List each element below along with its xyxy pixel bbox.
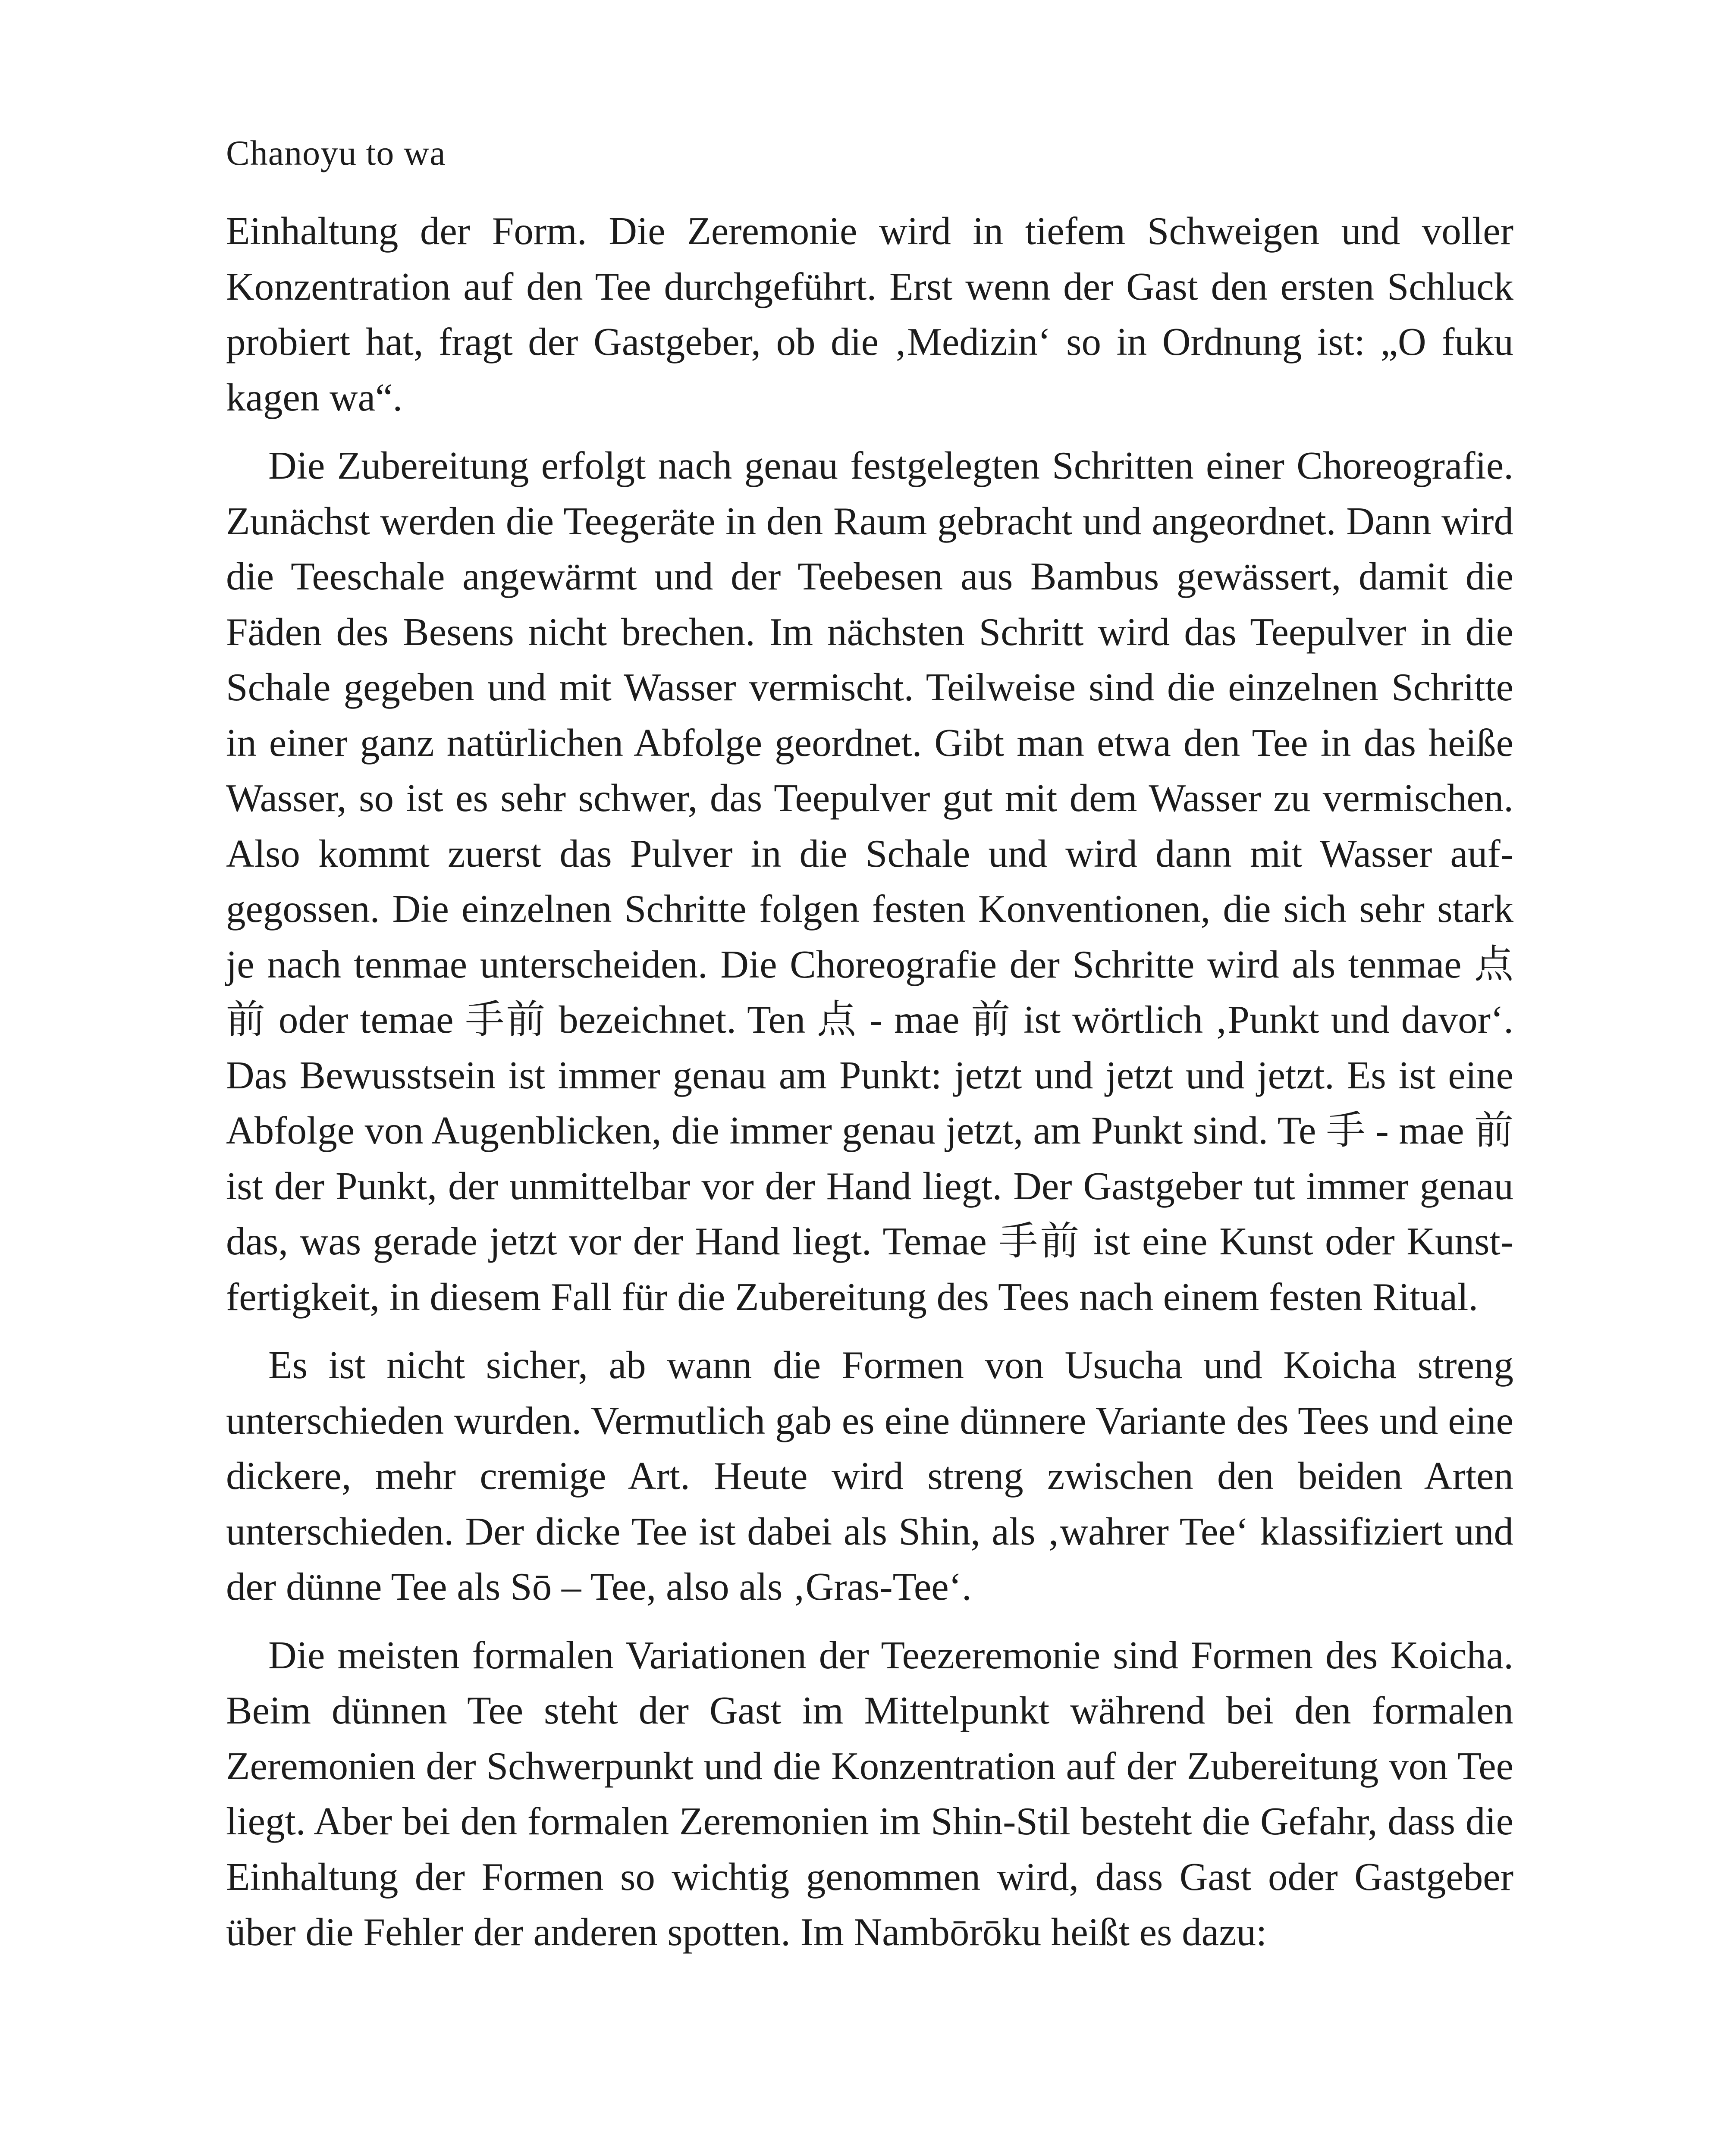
running-head: Chanoyu to wa	[226, 133, 446, 172]
paragraph-1: Einhaltung der Form. Die Zeremonie wird in tiefem Schweigen und voller Konzentration auf den Tee durchgeführt. Erst wenn der Gast den ersten Schluck probiert hat, fragt der Gastgeber, ob die ‚Medizin‘ so in Ordnung ist: „O fuku kagen wa“.	[226, 209, 1513, 419]
paragraph-4: Die meisten formalen Variationen der Teezeremonie sind Formen des Koicha. Beim dünnen Tee steht der Gast im Mittelpunkt während bei den formalen Zeremonien der Schwerpunkt und die Konzentration auf der Zubereitung von Tee liegt. Aber bei den formalen Zeremonien im Shin-Stil besteht die Gefahr, dass die Einhaltung der Formen so wichtig genommen wird, dass Gast oder Gastgeber über die Fehler der anderen spotten. Im Nambōrōku heißt es dazu:	[226, 1633, 1513, 1954]
body-text	[226, 204, 1513, 1960]
paragraph-3: Es ist nicht sicher, ab wann die Formen von Usucha und Koicha streng unterschieden wurden. Vermutlich gab es eine dünnere Variante des Tees und eine dickere, mehr cremige Art. Heute wird streng zwischen den beiden Arten unterschieden. Der dicke Tee ist dabei als Shin, als ‚wahrer Tee‘ klassifiziert und der dünne Tee als Sō – Tee, also als ‚Gras-Tee‘.	[226, 1343, 1513, 1608]
paragraph-2: Die Zubereitung erfolgt nach genau festgelegten Schritten einer Choreografie. Zunächst werden die Teegeräte in den Raum gebracht und angeordnet. Dann wird die Teeschale angewärmt und der Teebesen aus Bambus gewässert, damit die Fäden des Besens nicht brechen. Im nächsten Schritt wird das Teepulver in die Schale gegeben und mit Wasser vermischt. Teilweise sind die einzelnen Schritte in einer ganz natürlichen Abfolge geordnet. Gibt man etwa den Tee in das heiße Wasser, so ist es sehr schwer, das Teepulver gut mit dem Wasser zu vermischen. Also kommt zuerst das Pulver in die Schale und wird dann mit Wasser aufgegossen. Die einzelnen Schritte folgen festen Konventionen, die sich sehr stark je nach tenmae unterscheiden. Die Choreografie der Schritte wird als tenmae 点前 oder temae 手前 bezeichnet. Ten 点 - mae 前 ist wörtlich ‚Punkt und davor‘. Das Bewusstsein ist immer genau am Punkt: jetzt und jetzt und jetzt. Es ist eine Abfolge von Augenblicken, die immer genau jetzt, am Punkt sind. Te 手 - mae 前 ist der Punkt, der unmittelbar vor der Hand liegt. Der Gastgeber tut immer genau das, was gerade jetzt vor der Hand liegt. Temae 手前 ist eine Kunst oder Kunstfertigkeit, in diesem Fall für die Zubereitung des Tees nach einem festen Ritual.	[226, 444, 1513, 1319]
